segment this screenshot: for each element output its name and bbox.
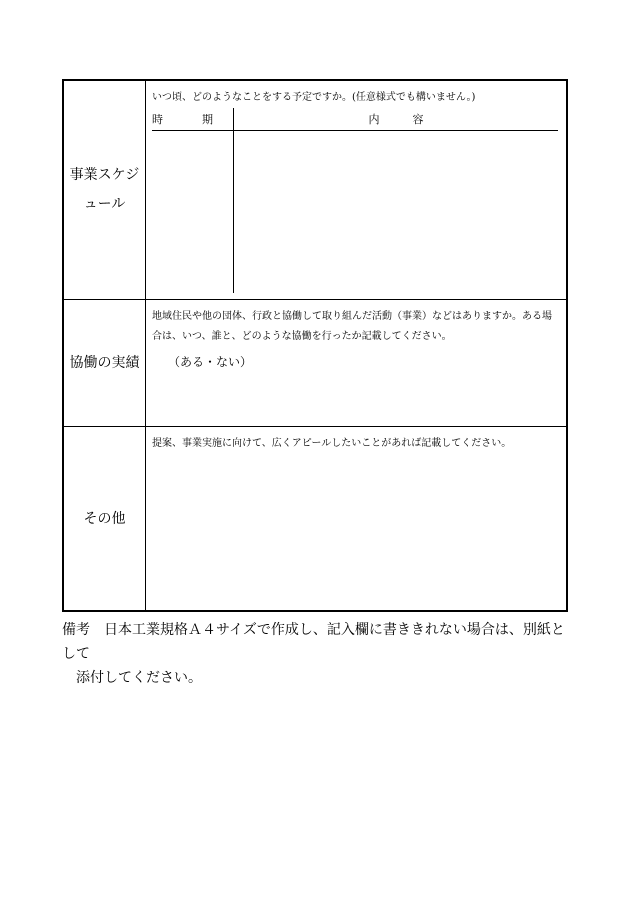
other-row	[64, 427, 566, 612]
other-content-cell[interactable]	[146, 427, 566, 612]
remarks-line-1: 備考 日本工業規格Ａ４サイズで作成し、記入欄に書ききれない場合は、別紙として	[62, 622, 565, 662]
collaboration-label: 協働の実績	[69, 354, 140, 371]
collaboration-label-cell	[64, 300, 146, 426]
schedule-content-cell[interactable]	[146, 81, 566, 299]
schedule-instruction: いつ頃、どのようなことをする予定ですか。(任意様式でも構いません。)	[152, 92, 476, 103]
application-form-table	[62, 79, 568, 612]
other-label-cell	[64, 427, 146, 612]
schedule-column-divider	[233, 108, 234, 293]
schedule-time-header: 時 期	[152, 113, 227, 126]
collaboration-content-cell[interactable]	[146, 300, 566, 426]
other-label: その他	[83, 511, 126, 527]
schedule-content-header: 内 容	[368, 113, 424, 126]
other-instruction: 提案、事業実施に向けて、広くアピールしたいことがあれば記載してください。	[152, 438, 512, 449]
schedule-label-cell	[64, 81, 146, 299]
collaboration-instruction: 地域住民や他の団体、行政と協働して取り組んだ活動（事業）などはありますか。ある場合は、いつ、誰と、どのような協働を行ったか記載してください。	[152, 311, 552, 342]
schedule-row	[64, 81, 566, 300]
existence-option[interactable]: （ある・ない）	[168, 355, 253, 369]
remarks-note	[62, 618, 572, 690]
schedule-header-divider	[152, 130, 558, 131]
schedule-label: 事業スケジュール	[69, 167, 140, 212]
remarks-line-2: 添付してください。	[76, 670, 202, 686]
collaboration-row	[64, 300, 566, 427]
